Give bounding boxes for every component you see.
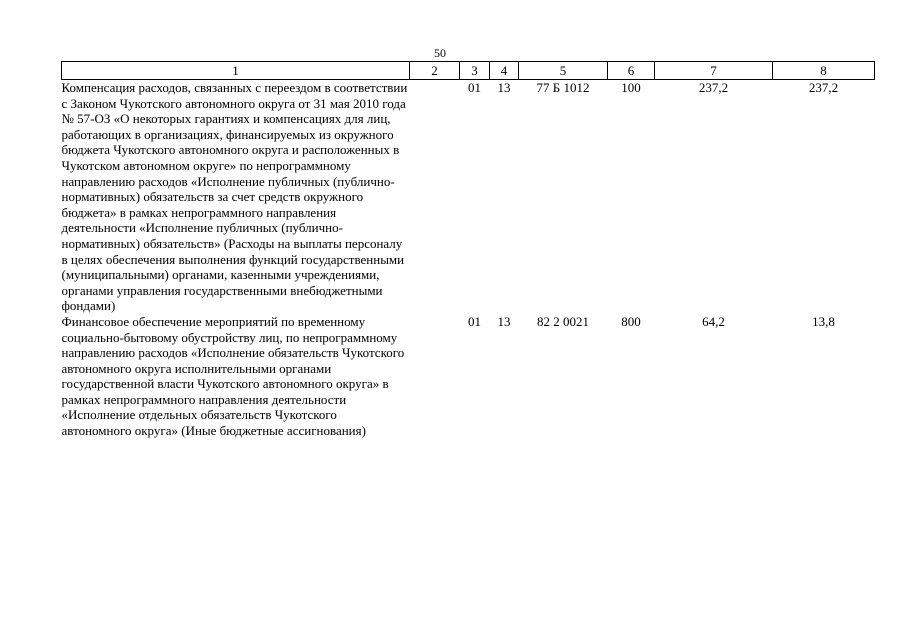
column-header-4: 4 (490, 62, 519, 80)
row-cell-col2 (410, 314, 460, 439)
row-cell-amount-7: 237,2 (698, 80, 729, 95)
row-cell-subsection: 13 (497, 80, 511, 95)
page-number: 50 (434, 46, 446, 60)
column-header-7: 7 (655, 62, 773, 80)
column-header-1: 1 (62, 62, 410, 80)
row-description: Компенсация расходов, связанных с переездом в соответствии с Законом Чукотского автономного округа от 31 мая 2010 года № 57-ОЗ «О некоторых гарантиях и компенсациях для лиц, работающих в организациях, финансируемых из окружного бюджета Чукотского автономного округа и расположенных в Чукотском автономном округе» по непрограммному направлению расходов «Исполнение публичных (публично-нормативных) обязательств за счет средств окружного бюджета» в рамках непрограммного направления деятельности «Исполнение публичных (публично-нормативных) обязательств» (Расходы на выплаты персоналу в целях обеспечения выполнения функций государственными (муниципальными) органами, казенными учреждениями, органами управления государственными внебюджетными фондами) (61, 80, 408, 314)
row-cell-amount-8: 13,8 (812, 313, 835, 329)
column-header-8: 8 (773, 62, 875, 80)
row-cell-section: 01 (468, 80, 481, 95)
row-cell-expense-type: 800 (621, 313, 641, 329)
row-cell-amount-7: 64,2 (702, 313, 725, 329)
column-header-5: 5 (519, 62, 608, 80)
row-description: Финансовое обеспечение мероприятий по временному социально-бытовому обустройству лиц, по непрограммному направлению расходов «Исполнение обязательств Чукотского автономного округа исполнительными органами государственной власти Чукотского автономного округа» в рамках непрограммного направления деятельности «Исполнение отдельных обязательств Чукотского автономного округа» (Иные бюджетные ассигнования) (61, 313, 405, 439)
row-cell-subsection: 13 (497, 313, 511, 329)
row-cell-target-article: 77 Б 1012 (536, 80, 590, 95)
row-cell-expense-type: 100 (621, 80, 641, 95)
table-row (62, 80, 875, 314)
row-cell-target-article: 82 2 0021 (537, 313, 589, 329)
header-row (62, 62, 875, 80)
row-cell-section: 01 (468, 313, 481, 329)
budget-table (61, 61, 875, 439)
table-row (62, 314, 875, 439)
column-header-2: 2 (410, 62, 460, 80)
column-header-6: 6 (608, 62, 655, 80)
column-header-3: 3 (460, 62, 490, 80)
row-cell-amount-8: 237,2 (808, 80, 839, 95)
row-cell-col2 (410, 80, 460, 314)
